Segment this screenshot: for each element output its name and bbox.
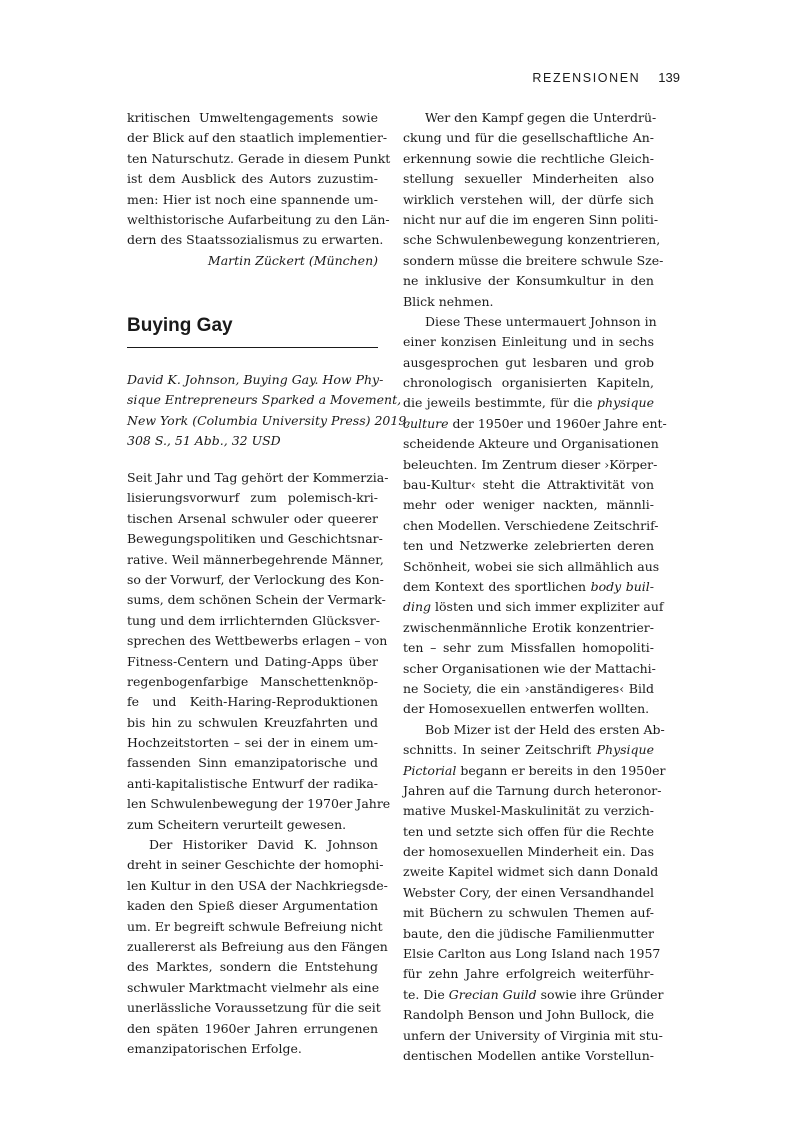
text-line: Seit Jahr und Tag gehört der Kommerzia- <box>127 470 389 485</box>
text-line: der homosexuellen Minderheit ein. Das <box>403 844 654 860</box>
text-line: Pictorial begann er bereits in den 1950er <box>403 762 666 778</box>
text-line: te. Die Grecian Guild sowie ihre Gründer <box>403 986 664 1002</box>
section-label: REZENSIONEN <box>532 71 641 85</box>
text-line: len Kultur in den USA der Nachkriegsde- <box>127 877 388 893</box>
text-line: anti-kapitalistische Entwurf der radika- <box>127 775 378 791</box>
text-line: schnitts. In seiner Zeitschrift Physique <box>403 742 654 758</box>
text-line: Schönheit, wobei sie sich allmählich aus <box>403 558 660 574</box>
text-line: Webster Cory, der einen Versandhandel <box>403 884 654 900</box>
text-line: New York (Columbia University Press) 2019, <box>127 412 411 428</box>
text-line: dern des Staatssozialismus zu erwarten. <box>127 232 384 248</box>
text-line: stellung sexueller Minderheiten also <box>403 171 654 187</box>
text-line: Diese These untermauert Johnson in <box>425 313 657 329</box>
text-line: wirklich verstehen will, der dürfe sich <box>403 191 654 207</box>
text-line: sondern müsse die breitere schwule Sze- <box>403 252 664 268</box>
text-line: David K. Johnson, Buying Gay. How Phy- <box>127 372 384 387</box>
text-line: ten und Netzwerke zelebrierten deren <box>403 538 654 554</box>
text-line: zuallererst als Befreiung aus den Fängen <box>127 938 388 954</box>
text-line: Jahren auf die Tarnung durch heteronor- <box>403 782 662 798</box>
text-line: schwuler Marktmacht vielmehr als eine <box>127 979 380 995</box>
text-line: kritischen Umweltengagements sowie <box>127 110 378 125</box>
text-line: lisierungsvorwurf zum polemisch-kri- <box>127 490 378 506</box>
review-body-left-column <box>127 468 391 1059</box>
text-line: dem Kontext des sportlichen body buil- <box>403 578 654 594</box>
text-line: Bob Mizer ist der Held des ersten Ab- <box>425 721 665 737</box>
text-line: len Schwulenbewegung der 1970er Jahre <box>127 796 391 812</box>
text-line: Wer den Kampf gegen die Unterdrü- <box>425 110 657 125</box>
text-line: die jeweils bestimmte, für die physique <box>403 395 654 411</box>
text-line: men: Hier ist noch eine spannende um- <box>127 191 378 207</box>
text-line: fe und Keith-Haring-Reproduktionen <box>127 694 378 710</box>
text-line: der Blick auf den staatlich implementier- <box>127 130 388 146</box>
text-line: kaden den Spieß dieser Argumentation <box>127 898 378 914</box>
text-line: den späten 1960er Jahren errungenen <box>127 1020 378 1036</box>
text-line: mehr oder weniger nackten, männli- <box>403 497 654 513</box>
text-line: Fitness-Centern und Dating-Apps über <box>127 653 378 669</box>
article-title: Buying Gay <box>127 315 233 336</box>
reviewer-signature: Martin Zückert (München) <box>207 252 378 268</box>
text-line: sprechen des Wettbewerbs erlagen – von <box>127 633 388 649</box>
text-line: unfern der University of Virginia mit stu- <box>403 1027 663 1043</box>
title-rule <box>127 347 378 348</box>
text-line: fassenden Sinn emanzipatorische und <box>127 755 378 771</box>
text-line: emanzipatorischen Erfolge. <box>127 1040 302 1056</box>
text-line: Blick nehmen. <box>403 293 494 309</box>
text-line: ausgesprochen gut lesbaren und grob <box>403 354 654 370</box>
text-line: zum Scheitern verurteilt gewesen. <box>127 816 347 832</box>
text-line: chronologisch organisierten Kapiteln, <box>403 375 654 391</box>
text-line: so der Vorwurf, der Verlockung des Kon- <box>127 571 384 587</box>
text-line: bau-Kultur‹ steht die Attraktivität von <box>403 477 654 493</box>
page-number: 139 <box>658 70 680 85</box>
text-line: sums, dem schönen Schein der Vermark- <box>127 592 386 608</box>
text-line: Hochzeitstorten – sei der in einem um- <box>127 735 378 751</box>
text-line: zweite Kapitel widmet sich dann Donald <box>403 864 659 880</box>
text-line: rative. Weil männerbegehrende Männer, <box>127 551 384 567</box>
text-line: culture der 1950er und 1960er Jahre ent- <box>403 415 667 431</box>
text-line: nicht nur auf die im engeren Sinn politi- <box>403 211 659 227</box>
text-line: mit Büchern zu schwulen Themen auf- <box>403 905 654 921</box>
text-line: sche Schwulenbewegung konzentrieren, <box>403 232 661 248</box>
text-line: regenbogenfarbige Manschettenknöp- <box>127 673 378 689</box>
text-line: tung und dem irrlichternden Glücksver- <box>127 612 380 628</box>
text-line: ding lösten und sich immer expliziter auf <box>403 599 664 615</box>
text-line: ten Naturschutz. Gerade in diesem Punkt <box>127 150 391 166</box>
text-line: Bewegungspolitiken und Geschichtsnar- <box>127 531 383 547</box>
text-line: ne Society, die ein ›anständigeres‹ Bild <box>403 680 654 696</box>
text-line: zwischenmännliche Erotik konzentrier- <box>403 619 654 635</box>
text-line: Elsie Carlton aus Long Island nach 1957 <box>403 946 661 962</box>
text-line: mative Muskel-Maskulinität zu verzich- <box>403 803 654 819</box>
text-line: scheidende Akteure und Organisationen <box>403 436 659 452</box>
text-line: welthistorische Aufarbeitung zu den Län- <box>127 211 390 227</box>
text-line: ten – sehr zum Missfallen homopoliti- <box>403 640 654 656</box>
text-line: chen Modellen. Verschiedene Zeitschrif- <box>403 517 659 533</box>
text-line: erkennung sowie die rechtliche Gleich- <box>403 150 654 166</box>
text-line: für zehn Jahre erfolgreich weiterführ- <box>403 966 654 982</box>
text-line: scher Organisationen wie der Mattachi- <box>403 660 656 676</box>
text-line: Randolph Benson und John Bullock, die <box>403 1007 654 1023</box>
text-line: sique Entrepreneurs Sparked a Movement, <box>127 392 402 408</box>
review-body-right-column <box>403 108 667 1066</box>
text-line: der Homosexuellen entwerfen wollten. <box>403 701 650 717</box>
running-header <box>532 70 680 90</box>
text-line: bis hin zu schwulen Kreuzfahrten und <box>127 714 378 730</box>
text-line: ten und setzte sich offen für die Rechte <box>403 823 654 839</box>
text-line: Der Historiker David K. Johnson <box>149 837 378 853</box>
text-line: des Marktes, sondern die Entstehung <box>127 959 378 975</box>
text-line: 308 S., 51 Abb., 32 USD <box>127 433 281 449</box>
text-line: dreht in seiner Geschichte der homophi- <box>127 857 384 873</box>
text-line: beleuchten. Im Zentrum dieser ›Körper- <box>403 456 658 472</box>
book-citation <box>127 370 411 452</box>
text-line: um. Er begreift schwule Befreiung nicht <box>127 918 383 934</box>
text-line: dentischen Modellen antike Vorstellun- <box>403 1047 654 1063</box>
text-line: tischen Arsenal schwuler oder queerer <box>127 510 378 526</box>
text-line: ist dem Ausblick des Autors zuzustim- <box>127 171 378 187</box>
previous-review-ending <box>127 108 391 271</box>
text-line: einer konzisen Einleitung und in sechs <box>403 334 654 350</box>
text-line: baute, den die jüdische Familienmutter <box>403 925 654 941</box>
text-line: ne inklusive der Konsumkultur in den <box>403 273 654 289</box>
text-line: ckung und für die gesellschaftliche An- <box>403 130 654 146</box>
text-line: unerlässliche Voraussetzung für die seit <box>127 1000 381 1016</box>
